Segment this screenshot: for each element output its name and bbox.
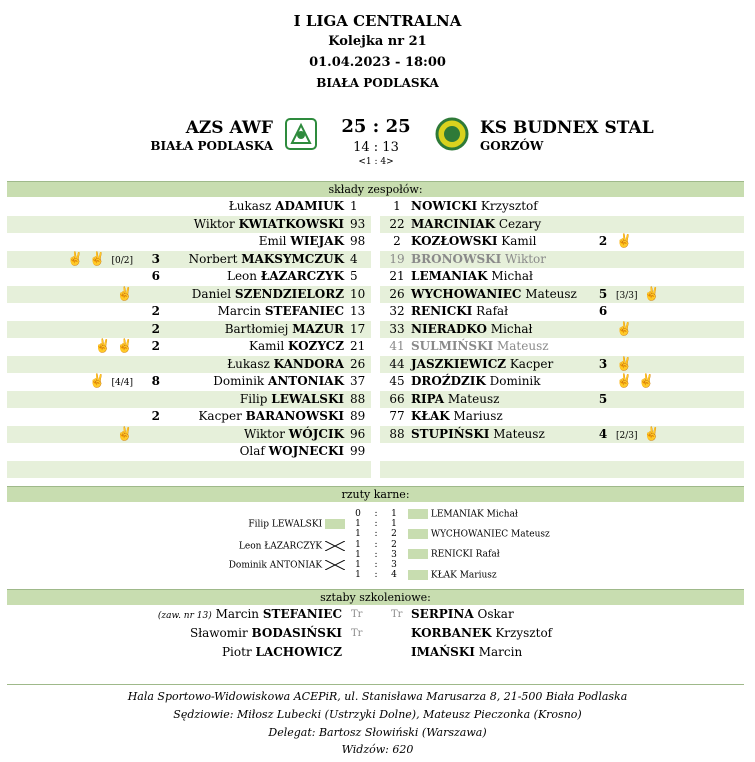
half-time-score: 14 : 13 [353, 140, 399, 155]
home-player-goals: 2 [151, 321, 160, 336]
squad-row [7, 251, 744, 268]
away-player-lastname: RIPA [411, 391, 445, 406]
score-separator: : [374, 560, 378, 570]
away-player-lastname: BRONOWSKI [411, 251, 502, 266]
away-staff-role: Tr [391, 609, 403, 620]
home-player-lastname: WIEJAK [290, 234, 344, 248]
score-separator: : [374, 509, 378, 519]
home-player-cards [56, 338, 136, 355]
away-row-bg [380, 443, 744, 460]
home-player-lastname: ADAMIUK [275, 199, 344, 213]
away-player-lastname: WYCHOWANIEC [411, 286, 522, 301]
home-player-name[interactable]: Wiktor KWIATKOWSKI [193, 216, 344, 231]
away-player-goals: 4 [598, 426, 608, 441]
away-player-number: 1 [393, 199, 401, 213]
away-player-name[interactable]: STUPIŃSKI Mateusz [411, 426, 545, 441]
away-penalty-stat: [3/3] [616, 290, 638, 301]
away-team-city: GORZÓW [480, 139, 544, 153]
card-hand-icon: ✌ [94, 339, 111, 354]
away-player-cards [613, 321, 693, 338]
home-player-number: 21 [350, 339, 366, 353]
away-player-number: 41 [389, 339, 405, 353]
home-player-goals: 2 [151, 409, 160, 423]
away-shootout-score: 3 [391, 549, 397, 560]
squad-row [7, 216, 744, 233]
away-player-number: 22 [389, 216, 405, 231]
home-player-number: 26 [350, 356, 366, 371]
home-team-city: BIAŁA PODLASKA [150, 139, 273, 153]
away-player-number: 32 [389, 304, 405, 318]
away-player-name[interactable]: BRONOWSKI Wiktor [411, 251, 547, 266]
squad-row [7, 303, 744, 320]
staff-lastname: IMAŃSKI [411, 645, 475, 659]
home-player-lastname: KOZYCZ [288, 339, 344, 353]
home-shootout-score: 1 [355, 539, 361, 550]
scored-box-icon [408, 549, 428, 559]
shootout-home-taker: Leon ŁAZARCZYK [239, 541, 345, 552]
shootout-away-taker: KŁAK Mariusz [408, 570, 497, 581]
score-separator: : [374, 519, 378, 530]
staff-section-header: sztaby szkoleniowe: [7, 589, 744, 605]
home-player-number: 89 [350, 409, 366, 423]
league-title: I LIGA CENTRALNA [293, 12, 462, 30]
home-player-goals: 2 [151, 339, 160, 353]
home-player-number: 98 [350, 234, 366, 248]
home-player-goals: 6 [151, 269, 160, 283]
away-player-cards [613, 426, 693, 443]
shootout-score-step [346, 519, 406, 529]
home-player-name[interactable]: Kamil KOZYCZ [249, 339, 344, 353]
home-team-name[interactable]: AZS AWF [185, 118, 273, 138]
away-player-name[interactable]: DROŹDZIK Dominik [411, 374, 541, 388]
squad-row [7, 198, 744, 215]
delegate-info: Delegat: Bartosz Słowiński (Warszawa) [268, 726, 487, 739]
shootout-score-step [346, 529, 406, 539]
home-staff-member: Piotr LACHOWICZ [221, 645, 342, 659]
home-shootout-score: 0 [355, 509, 361, 519]
card-hand-icon: ✌ [89, 251, 106, 267]
away-staff-member: IMAŃSKI Marcin [411, 645, 523, 659]
home-player-lastname: ŁAZARCZYK [260, 269, 344, 283]
away-player-lastname: STUPIŃSKI [411, 426, 490, 441]
card-hand-icon: ✌ [616, 374, 633, 389]
away-player-cards [613, 356, 693, 373]
home-player-lastname: BARANOWSKI [245, 409, 344, 423]
home-shootout-score: 1 [355, 549, 361, 560]
home-staff-member: Sławomir BODASIŃSKI [189, 626, 342, 640]
squad-row [7, 443, 744, 460]
away-player-number: 33 [389, 321, 405, 336]
away-player-goals: 5 [598, 286, 608, 301]
staff-lastname: STEFANIEC [262, 607, 342, 621]
shootout-score-step [346, 570, 406, 580]
shootout-home-taker: Filip LEWALSKI [248, 519, 345, 530]
staff-lastname: LACHOWICZ [255, 645, 342, 659]
squad-row [7, 373, 744, 390]
score-separator: : [374, 570, 378, 581]
away-player-number: 19 [389, 251, 405, 266]
away-player-name[interactable]: LEMANIAK Michał [411, 269, 533, 283]
away-player-number: 2 [393, 234, 401, 248]
away-player-lastname: LEMANIAK [411, 269, 488, 283]
shootout-score-step [346, 540, 406, 550]
home-player-number: 1 [350, 199, 358, 213]
away-player-number: 88 [389, 426, 405, 441]
card-hand-icon: ✌ [89, 374, 106, 389]
away-shootout-score: 2 [391, 529, 397, 540]
home-player-name[interactable]: Olaf WOJNECKI [239, 444, 344, 458]
away-player-name[interactable]: MARCINIAK Cezary [411, 216, 542, 231]
card-hand-icon: ✌ [643, 426, 660, 442]
away-player-number: 66 [389, 391, 405, 406]
home-player-name[interactable]: Leon ŁAZARCZYK [226, 269, 344, 283]
away-player-lastname: SULMIŃSKI [411, 339, 494, 353]
squad-row [7, 268, 744, 285]
squad-row [7, 321, 744, 338]
shootout-score-step [346, 560, 406, 570]
away-player-number: 26 [389, 286, 405, 301]
away-player-lastname: NOWICKI [411, 199, 478, 213]
home-player-name[interactable]: Dominik ANTONIAK [213, 374, 344, 388]
home-player-cards [56, 286, 136, 303]
away-shootout-score: 1 [391, 509, 397, 519]
home-player-number: 17 [350, 321, 366, 336]
away-player-name[interactable]: NOWICKI Krzysztof [411, 199, 538, 213]
away-player-lastname: NIERADKO [411, 321, 487, 336]
squad-row [7, 338, 744, 355]
home-player-number: 5 [350, 269, 358, 283]
away-player-goals: 2 [598, 234, 608, 248]
home-player-name[interactable]: Emil WIEJAK [258, 234, 344, 248]
home-player-name[interactable]: Filip LEWALSKI [239, 391, 344, 406]
home-shootout-score: 1 [355, 519, 361, 530]
away-player-name[interactable]: RIPA Mateusz [411, 391, 500, 406]
match-city: BIAŁA PODLASKA [316, 76, 439, 90]
away-player-lastname: RENICKI [411, 304, 473, 318]
away-player-goals: 5 [598, 391, 608, 406]
card-hand-icon: ✌ [616, 356, 633, 372]
scored-box-icon [408, 570, 428, 580]
away-shootout-score: 2 [391, 539, 397, 550]
home-player-cards [56, 426, 136, 443]
away-player-name[interactable]: KŁAK Mariusz [411, 409, 503, 423]
away-player-cards [613, 373, 693, 390]
scored-box-icon [408, 529, 428, 539]
home-player-name[interactable]: Marcin STEFANIEC [217, 304, 344, 318]
home-player-number: 4 [350, 251, 358, 266]
away-team-logo-icon[interactable] [433, 117, 471, 151]
home-penalty-stat: [0/2] [111, 255, 133, 266]
home-player-name[interactable]: Kacper BARANOWSKI [198, 409, 344, 423]
home-player-lastname: MAZUR [292, 321, 344, 336]
home-player-number: 37 [350, 374, 366, 388]
squad-row [7, 408, 744, 425]
final-score: 25 : 25 [341, 116, 411, 137]
away-player-cards [613, 286, 693, 303]
away-player-name[interactable]: WYCHOWANIEC Mateusz [411, 286, 577, 301]
staff-lastname: SERPINA [411, 607, 474, 621]
footer-divider [7, 684, 744, 685]
home-staff-role: Tr [351, 628, 363, 639]
away-player-lastname: KOZŁOWSKI [411, 234, 498, 248]
home-player-lastname: KWIATKOWSKI [238, 216, 344, 231]
referees-info: Sędziowie: Miłosz Lubecki (Ustrzyki Dolne), Mateusz Pieczonka (Krosno) [173, 708, 582, 721]
penalties-section-header: rzuty karne: [7, 486, 744, 502]
away-player-number: 44 [389, 356, 405, 371]
score-separator: : [374, 549, 378, 560]
away-shootout-score: 4 [391, 570, 397, 581]
home-player-number: 88 [350, 391, 366, 406]
home-player-name[interactable]: Łukasz KANDORA [227, 356, 344, 371]
home-penalty-stat: [4/4] [111, 378, 133, 388]
card-hand-icon: ✌ [116, 286, 133, 302]
squad-row [7, 391, 744, 408]
missed-x-icon [325, 541, 345, 551]
shootout-score-step [346, 509, 406, 519]
home-player-cards [56, 373, 136, 390]
squad-row [7, 356, 744, 373]
home-shootout-score: 1 [355, 560, 361, 570]
away-player-name[interactable]: JASZKIEWICZ Kacper [411, 356, 554, 371]
away-team-name[interactable]: KS BUDNEX STAL [480, 118, 654, 138]
home-player-lastname: WOJNECKI [268, 444, 344, 458]
home-player-number: 96 [350, 426, 366, 441]
venue-info: Hala Sportowo-Widowiskowa ACEPiR, ul. Stanisława Marusarza 8, 21-500 Biała Podlaska [127, 690, 628, 703]
home-shootout-score: 1 [355, 570, 361, 581]
home-player-name[interactable]: Wiktor WÓJCIK [243, 426, 344, 441]
home-player-cards [56, 251, 136, 268]
card-hand-icon: ✌ [638, 374, 655, 389]
score-separator: : [374, 539, 378, 550]
card-hand-icon: ✌ [116, 339, 133, 354]
shootout-home-taker: Dominik ANTONIAK [229, 560, 345, 571]
home-player-lastname: LEWALSKI [271, 391, 344, 406]
away-player-number: 45 [389, 374, 405, 388]
squad-row [7, 286, 744, 303]
squads-section-header: składy zespołów: [7, 181, 744, 197]
home-player-number: 10 [350, 286, 366, 301]
away-player-name[interactable]: RENICKI Rafał [411, 304, 509, 318]
staff-note: (zaw. nr 13) [157, 611, 212, 621]
away-player-name[interactable]: KOZŁOWSKI Kamil [411, 234, 537, 248]
home-player-lastname: STEFANIEC [264, 304, 344, 318]
home-player-lastname: MAKSYMCZUK [241, 251, 344, 266]
missed-x-icon [325, 560, 345, 570]
card-hand-icon: ✌ [616, 321, 633, 337]
home-player-lastname: ANTONIAK [268, 374, 344, 388]
match-nav-link[interactable]: <1 : 4> [358, 157, 394, 167]
shootout-away-taker: RENICKI Rafał [408, 549, 500, 560]
home-staff-role: Tr [351, 609, 363, 620]
home-player-name[interactable]: Norbert MAKSYMCZUK [188, 251, 344, 266]
away-player-goals: 6 [598, 304, 608, 318]
card-hand-icon: ✌ [643, 286, 660, 302]
away-player-lastname: DROŹDZIK [411, 374, 486, 388]
home-player-goals: 3 [151, 251, 160, 266]
away-player-lastname: JASZKIEWICZ [411, 356, 507, 371]
squad-row [7, 461, 744, 478]
home-player-number: 93 [350, 216, 366, 231]
staff-lastname: BODASIŃSKI [251, 626, 342, 640]
away-staff-member: KORBANEK Krzysztof [411, 626, 553, 640]
home-staff-member: (zaw. nr 13) Marcin STEFANIEC [157, 607, 342, 621]
away-row-bg [380, 461, 744, 478]
squad-row [7, 233, 744, 250]
shootout-away-taker: LEMANIAK Michał [408, 509, 518, 520]
home-player-goals: 2 [151, 304, 160, 318]
away-player-number: 21 [389, 269, 405, 283]
home-player-lastname: SZENDZIELORZ [234, 286, 344, 301]
home-player-name[interactable]: Bartłomiej MAZUR [224, 321, 344, 336]
away-staff-member: SERPINA Oskar [411, 607, 514, 621]
shootout-score-step [346, 550, 406, 560]
away-player-name[interactable]: SULMIŃSKI Mateusz [411, 339, 549, 353]
spectators-info: Widzów: 620 [341, 743, 414, 756]
away-player-lastname: MARCINIAK [411, 216, 496, 231]
home-player-lastname: KANDORA [273, 356, 344, 371]
home-player-number: 13 [350, 304, 366, 318]
away-penalty-stat: [2/3] [616, 430, 638, 441]
away-player-lastname: KŁAK [411, 409, 450, 423]
home-player-name[interactable]: Łukasz ADAMIUK [228, 199, 344, 213]
shootout-away-taker: WYCHOWANIEC Mateusz [408, 529, 550, 540]
score-separator: : [374, 529, 378, 540]
home-player-lastname: WÓJCIK [288, 426, 344, 441]
away-shootout-score: 1 [391, 519, 397, 530]
card-hand-icon: ✌ [67, 251, 84, 267]
scored-box-icon [325, 519, 345, 529]
card-hand-icon: ✌ [116, 426, 133, 442]
staff-lastname: KORBANEK [411, 626, 492, 640]
home-player-name[interactable]: Daniel SZENDZIELORZ [191, 286, 344, 301]
away-player-name[interactable]: NIERADKO Michał [411, 321, 533, 336]
home-player-number: 99 [350, 444, 366, 458]
scored-box-icon [408, 509, 428, 519]
away-player-goals: 3 [598, 356, 608, 371]
squad-row [7, 426, 744, 443]
card-hand-icon: ✌ [616, 234, 633, 249]
away-player-cards [613, 233, 693, 250]
round-label: Kolejka nr 21 [328, 34, 427, 49]
away-shootout-score: 3 [391, 560, 397, 570]
home-row-bg [7, 461, 371, 478]
away-player-number: 77 [389, 409, 405, 423]
home-shootout-score: 1 [355, 529, 361, 540]
match-date: 01.04.2023 - 18:00 [309, 55, 446, 70]
home-player-goals: 8 [151, 374, 160, 388]
